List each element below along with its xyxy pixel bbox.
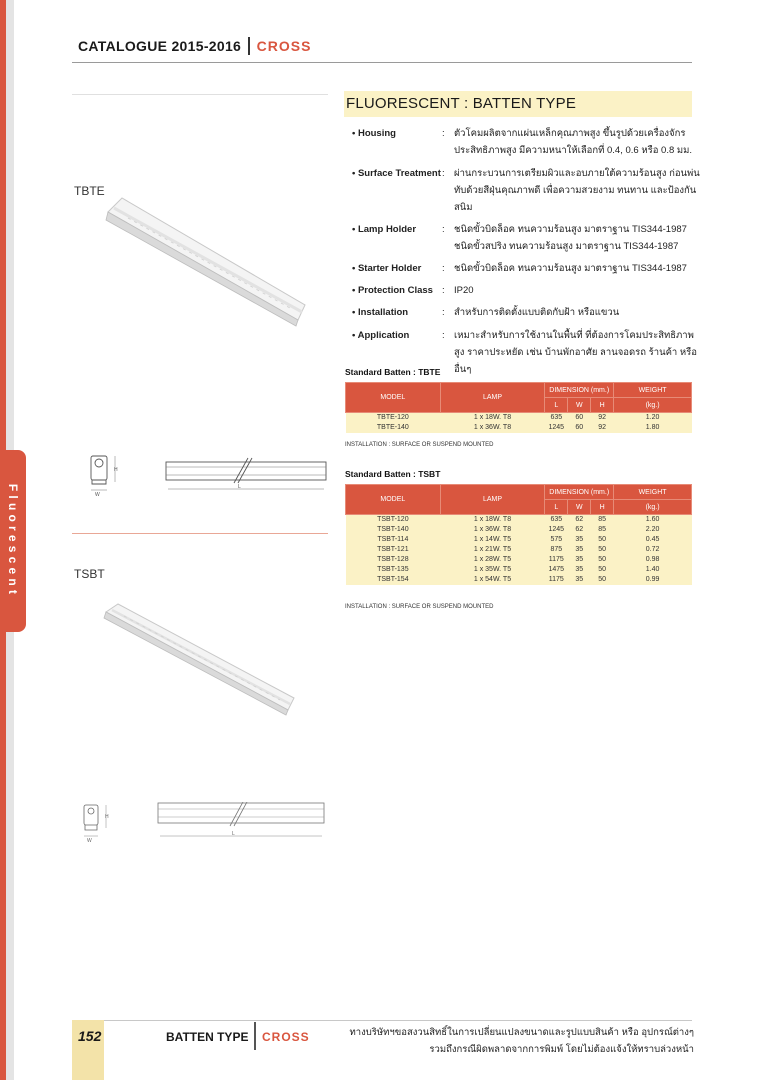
cell-w: 62 xyxy=(568,525,591,535)
spec-colon: : xyxy=(442,307,445,318)
cell-h: 92 xyxy=(591,423,614,433)
installation-note: INSTALLATION : SURFACE OR SUSPEND MOUNTED xyxy=(345,604,494,610)
cell-model: TBTE-140 xyxy=(346,423,441,433)
cell-weight: 0.72 xyxy=(614,545,692,555)
cell-lamp: 1 x 36W. T8 xyxy=(440,525,545,535)
cell-lamp: 1 x 18W. T8 xyxy=(440,413,545,423)
width-dim-label: W xyxy=(87,838,92,844)
table-row xyxy=(346,525,692,535)
cell-w: 35 xyxy=(568,575,591,585)
col-header-l: L xyxy=(545,500,568,515)
col-header-w: W xyxy=(568,398,591,413)
header-rule xyxy=(72,62,692,63)
cell-lamp: 1 x 54W. T5 xyxy=(440,575,545,585)
col-header-model: MODEL xyxy=(346,383,441,413)
cell-model: TSBT-154 xyxy=(346,575,441,585)
product-divider xyxy=(72,533,328,534)
cell-model: TBTE-120 xyxy=(346,413,441,423)
table-title: Standard Batten : TSBT xyxy=(345,469,441,479)
cell-weight: 2.20 xyxy=(614,525,692,535)
col-header-l: L xyxy=(545,398,568,413)
col-header-model: MODEL xyxy=(346,485,441,515)
table-row xyxy=(346,575,692,585)
spec-text: ตัวโคมผลิตจากแผ่นเหล็กคุณภาพสูง ขึ้นรูปด้วยเครื่องจักรประสิทธิภาพสูง มีความหนาให้เลือกที่ 0.4, 0.6 หรือ 0.8 มม. xyxy=(454,128,693,156)
cell-l: 635 xyxy=(545,413,568,423)
cell-model: TSBT-121 xyxy=(346,545,441,555)
cell-l: 1245 xyxy=(545,423,568,433)
cell-h: 50 xyxy=(591,575,614,585)
col-header-dimension: DIMENSION (mm.) xyxy=(545,383,614,398)
cell-model: TSBT-128 xyxy=(346,555,441,565)
col-header-weight-unit: (kg.) xyxy=(614,500,692,515)
col-header-lamp: LAMP xyxy=(440,485,545,515)
width-dim-label: W xyxy=(95,492,100,497)
col-header-h: H xyxy=(591,500,614,515)
height-dim-label: H xyxy=(114,467,118,473)
cell-l: 875 xyxy=(545,545,568,555)
cell-w: 35 xyxy=(568,535,591,545)
cell-h: 50 xyxy=(591,545,614,555)
cell-lamp: 1 x 35W. T5 xyxy=(440,565,545,575)
product-top-rule xyxy=(72,94,328,95)
length-dim-label: L xyxy=(232,831,235,837)
table-row xyxy=(346,515,692,525)
table-title: Standard Batten : TBTE xyxy=(345,367,441,377)
tsbt-spec-table xyxy=(345,484,692,585)
col-header-lamp: LAMP xyxy=(440,383,545,413)
cell-l: 575 xyxy=(545,535,568,545)
spec-label: • Application xyxy=(352,330,410,341)
spec-colon: : xyxy=(442,168,445,179)
cell-w: 35 xyxy=(568,545,591,555)
product-title-bar xyxy=(344,91,692,117)
cell-h: 50 xyxy=(591,555,614,565)
col-header-h: H xyxy=(591,398,614,413)
height-dim-label: H xyxy=(105,814,109,820)
cell-weight: 1.60 xyxy=(614,515,692,525)
cell-l: 635 xyxy=(545,515,568,525)
cell-w: 62 xyxy=(568,515,591,525)
spec-text: สำหรับการติดตั้งแบบติดกับฝ้า หรือแขวน xyxy=(454,307,620,318)
spec-text: ผ่านกระบวนการเตรียมผิวและอบภายใต้ความร้อนสูง ก่อนพ่นทับด้วยสีฝุ่นคุณภาพดี เพื่อความสวยงาม ทนทาน และป้องกันสนิม xyxy=(454,168,700,213)
length-dim-label: L xyxy=(238,484,241,490)
spec-text: ชนิดขั้วบิดล็อค ทนความร้อนสูง มาตราฐาน TIS344-1987 xyxy=(454,263,687,274)
spec-colon: : xyxy=(442,330,445,341)
col-header-weight: WEIGHT xyxy=(614,485,692,500)
cell-weight: 1.40 xyxy=(614,565,692,575)
header-divider xyxy=(248,37,250,55)
cell-model: TSBT-120 xyxy=(346,515,441,525)
cell-w: 35 xyxy=(568,555,591,565)
cell-lamp: 1 x 18W. T8 xyxy=(440,515,545,525)
cell-model: TSBT-135 xyxy=(346,565,441,575)
spec-text: เหมาะสำหรับการใช้งานในพื้นที่ ที่ต้องการโคมประสิทธิภาพสูง ราคาประหยัด เช่น บ้านพักอาศัย ลานจอดรถ ร้านค้า หรืออื่นๆ xyxy=(454,330,697,375)
col-header-w: W xyxy=(568,500,591,515)
cell-h: 50 xyxy=(591,565,614,575)
cell-l: 1245 xyxy=(545,525,568,535)
spec-colon: : xyxy=(442,128,445,139)
cell-lamp: 1 x 36W. T8 xyxy=(440,423,545,433)
cell-w: 60 xyxy=(568,413,591,423)
cell-weight: 1.20 xyxy=(614,413,692,423)
cell-l: 1175 xyxy=(545,575,568,585)
cell-h: 92 xyxy=(591,413,614,423)
spec-label: • Installation xyxy=(352,307,409,318)
product-model-label: TSBT xyxy=(74,567,105,581)
table-row xyxy=(346,555,692,565)
spec-colon: : xyxy=(442,263,445,274)
cell-weight: 0.98 xyxy=(614,555,692,565)
brand-logo: CROSS xyxy=(256,38,312,54)
spec-label: • Protection Class xyxy=(352,285,433,296)
col-header-weight: WEIGHT xyxy=(614,383,692,398)
cell-weight: 0.45 xyxy=(614,535,692,545)
tbte-dimension-drawing xyxy=(88,452,328,497)
tbte-luminaire-image xyxy=(100,190,315,330)
cell-h: 85 xyxy=(591,525,614,535)
product-model-label: TBTE xyxy=(74,184,105,198)
spec-label: • Housing xyxy=(352,128,396,139)
spec-colon: : xyxy=(442,224,445,235)
cell-weight: 1.80 xyxy=(614,423,692,433)
cell-l: 1475 xyxy=(545,565,568,575)
table-row xyxy=(346,545,692,555)
cell-weight: 0.99 xyxy=(614,575,692,585)
col-header-weight-unit: (kg.) xyxy=(614,398,692,413)
table-row xyxy=(346,565,692,575)
disclaimer-line-1: ทางบริษัทฯขอสงวนสิทธิ์ในการเปลี่ยนแปลงขนาดและรูปแบบสินค้า หรือ อุปกรณ์ต่างๆ xyxy=(349,1027,694,1038)
tsbt-dimension-drawing xyxy=(82,802,328,852)
table-row xyxy=(346,535,692,545)
footer-divider xyxy=(254,1022,256,1050)
col-header-dimension: DIMENSION (mm.) xyxy=(545,485,614,500)
section-tab[interactable] xyxy=(0,450,26,632)
cell-l: 1175 xyxy=(545,555,568,565)
tbte-spec-table xyxy=(345,382,692,433)
cell-lamp: 1 x 21W. T5 xyxy=(440,545,545,555)
spec-text: IP20 xyxy=(454,285,474,296)
product-title: FLUORESCENT : BATTEN TYPE xyxy=(346,95,577,112)
tsbt-luminaire-image xyxy=(100,598,300,718)
footer-brand-logo: CROSS xyxy=(262,1030,310,1044)
spec-label: • Lamp Holder xyxy=(352,224,417,235)
page-header xyxy=(78,36,311,56)
cell-lamp: 1 x 28W. T5 xyxy=(440,555,545,565)
cell-w: 35 xyxy=(568,565,591,575)
spec-label: • Starter Holder xyxy=(352,263,422,274)
catalogue-title: CATALOGUE 2015-2016 xyxy=(78,38,242,54)
cell-w: 60 xyxy=(568,423,591,433)
cell-model: TSBT-140 xyxy=(346,525,441,535)
footer-rule xyxy=(72,1020,692,1021)
spec-text: ชนิดขั้วบิดล็อค ทนความร้อนสูง มาตราฐาน TIS344-1987 ชนิดขั้วสปริง ทนความร้อนสูง มาตราฐาน TIS344-1987 xyxy=(454,224,687,252)
cell-h: 85 xyxy=(591,515,614,525)
spec-colon: : xyxy=(442,285,445,296)
table-row xyxy=(346,413,692,423)
footer-section-title: BATTEN TYPE xyxy=(166,1030,249,1044)
disclaimer-line-2: รวมถึงกรณีผิดพลาดจากการพิมพ์ โดยไม่ต้องแจ้งให้ทราบล่วงหน้า xyxy=(429,1044,694,1055)
cell-model: TSBT-114 xyxy=(346,535,441,545)
section-tab-label: Fluorescent xyxy=(6,483,20,599)
installation-note: INSTALLATION : SURFACE OR SUSPEND MOUNTED xyxy=(345,442,494,448)
cell-lamp: 1 x 14W. T5 xyxy=(440,535,545,545)
cell-h: 50 xyxy=(591,535,614,545)
table-row xyxy=(346,423,692,433)
page-number: 152 xyxy=(78,1028,102,1044)
spec-label: • Surface Treatment xyxy=(352,168,441,179)
